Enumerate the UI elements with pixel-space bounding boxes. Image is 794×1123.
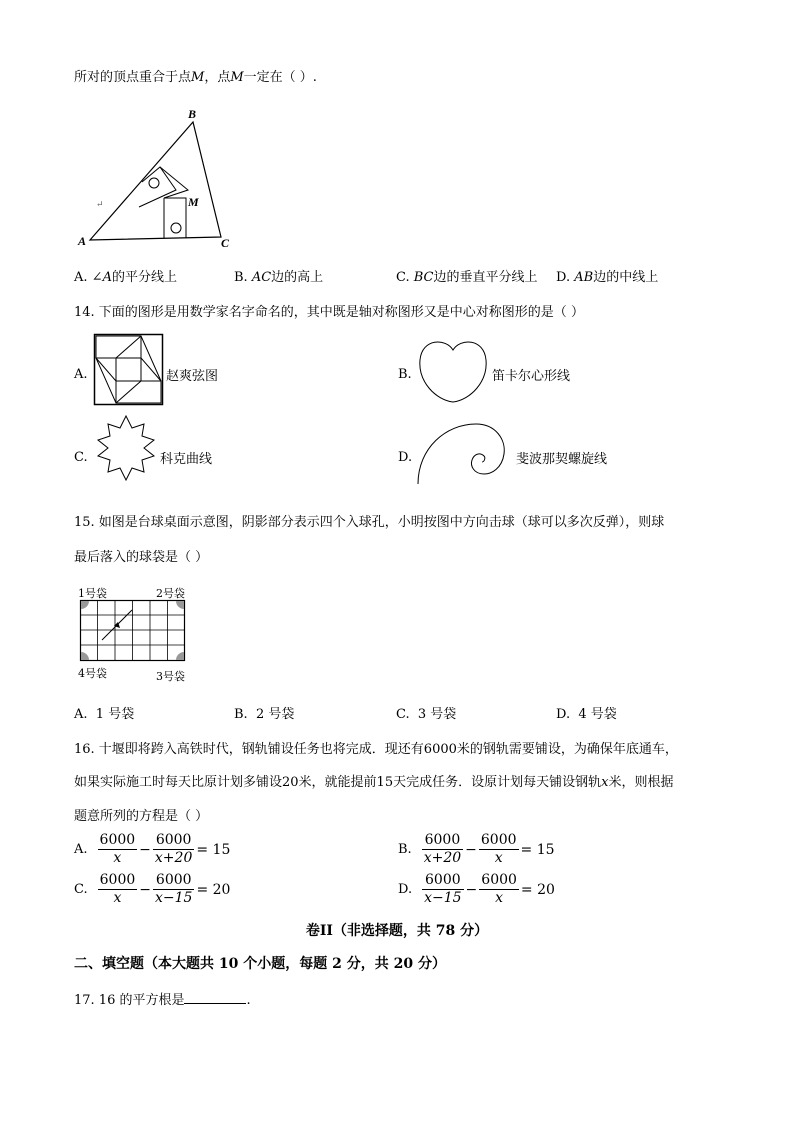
q16-option-b[interactable]: B. $\frac{6000}{x+20}$ − $\frac{6000}{x}$ = 15 — [398, 832, 555, 866]
zhao-shuang-figure — [94, 334, 164, 406]
vertex-label-a: A — [78, 234, 87, 248]
q14-option-b-label: 笛卡尔心形线 — [492, 369, 571, 384]
pocket-2-label: 2号袋 — [156, 587, 185, 600]
q13-option-a[interactable]: A. ∠A的平分线上 — [74, 270, 177, 285]
point-label-m: M — [188, 195, 199, 209]
q15-option-d[interactable]: D. 4 号袋 — [556, 707, 617, 722]
billiard-table-figure — [80, 600, 186, 662]
q14-option-a-key[interactable]: A. — [74, 367, 88, 382]
q16-option-a[interactable]: A. $\frac{6000}{x}$ − $\frac{6000}{x+20}$ = 15 — [74, 832, 231, 866]
fraction: $\frac{6000}{x-15}$ — [155, 872, 193, 906]
vertex-label-b: B — [188, 107, 197, 121]
vertex-label-c: C — [221, 236, 230, 250]
fraction: $\frac{6000}{x}$ — [481, 872, 517, 906]
pocket-4-label: 4号袋 — [78, 667, 107, 680]
q14-option-a-label: 赵爽弦图 — [166, 369, 219, 384]
fraction: $\frac{6000}{x}$ — [480, 832, 517, 866]
q13-option-c[interactable]: C. BC边的垂直平分线上 — [396, 270, 538, 285]
pocket-1-label: 1号袋 — [78, 587, 107, 600]
cardioid-figure — [418, 338, 488, 404]
koch-snowflake-figure — [88, 414, 164, 490]
section-heading: 二、填空题（本大题共 10 个小题，每题 2 分，共 20 分） — [74, 956, 446, 972]
q16-option-c[interactable]: C. $\frac{6000}{x}$ − $\frac{6000}{x-15}$ = 20 — [74, 872, 231, 906]
fraction: $\frac{6000}{x}$ — [99, 872, 136, 906]
q13-option-b[interactable]: B. AC边的高上 — [234, 270, 324, 285]
fraction: $\frac{6000}{x+20}$ — [154, 832, 193, 866]
q17-stem: 17. 16 的平方根是 . — [74, 993, 251, 1008]
answer-blank[interactable] — [184, 991, 246, 1004]
q13-option-d[interactable]: D. AB边的中线上 — [556, 270, 659, 285]
q15-option-c[interactable]: C. 3 号袋 — [396, 707, 457, 722]
q16-stem-line3: 题意所列的方程是（ ） — [74, 809, 209, 824]
q14-option-c-label: 科克曲线 — [160, 452, 213, 467]
q14-option-c-key[interactable]: C. — [74, 450, 88, 465]
q15-option-a[interactable]: A. 1 号袋 — [74, 707, 135, 722]
q14-option-b-key[interactable]: B. — [398, 367, 412, 382]
fibonacci-spiral-figure — [416, 420, 508, 486]
q14-stem: 14. 下面的图形是用数学家名字命名的，其中既是轴对称图形又是中心对称图形的是（ ） — [74, 305, 584, 320]
q16-stem-line2: 如果实际施工时每天比原计划多铺设20米，就能提前15天完成任务．设原计划每天铺设钢轨x米，则根据 — [74, 775, 674, 790]
q16-option-d[interactable]: D. $\frac{6000}{x-15}$ − $\frac{6000}{x}$ = 20 — [398, 872, 555, 906]
fraction: $\frac{6000}{x+20}$ — [423, 832, 462, 866]
fraction: $\frac{6000}{x-15}$ — [424, 872, 462, 906]
part-two-title: 卷II（非选择题，共 78 分） — [305, 923, 489, 939]
q15-stem-line1: 15. 如图是台球桌面示意图，阴影部分表示四个入球孔，小明按图中方向击球（球可以多次反弹），则球 — [74, 515, 665, 530]
q15-option-b[interactable]: B. 2 号袋 — [234, 707, 295, 722]
q13-stem: 所对的顶点重合于点M，点M一定在（ ）. — [74, 70, 317, 85]
fraction: $\frac{6000}{x}$ — [99, 832, 136, 866]
q15-stem-line2: 最后落入的球袋是（ ） — [74, 550, 209, 565]
q16-stem-line1: 16. 十堰即将跨入高铁时代，钢轨铺设任务也将完成．现还有6000米的钢轨需要铺设，为确保年底通车， — [74, 742, 678, 757]
return-mark: ↵ — [96, 200, 104, 210]
pocket-3-label: 3号袋 — [156, 670, 185, 683]
q14-option-d-key[interactable]: D. — [398, 450, 413, 465]
q13-triangle-figure — [0, 0, 794, 260]
q14-option-d-label: 斐波那契螺旋线 — [516, 452, 608, 467]
